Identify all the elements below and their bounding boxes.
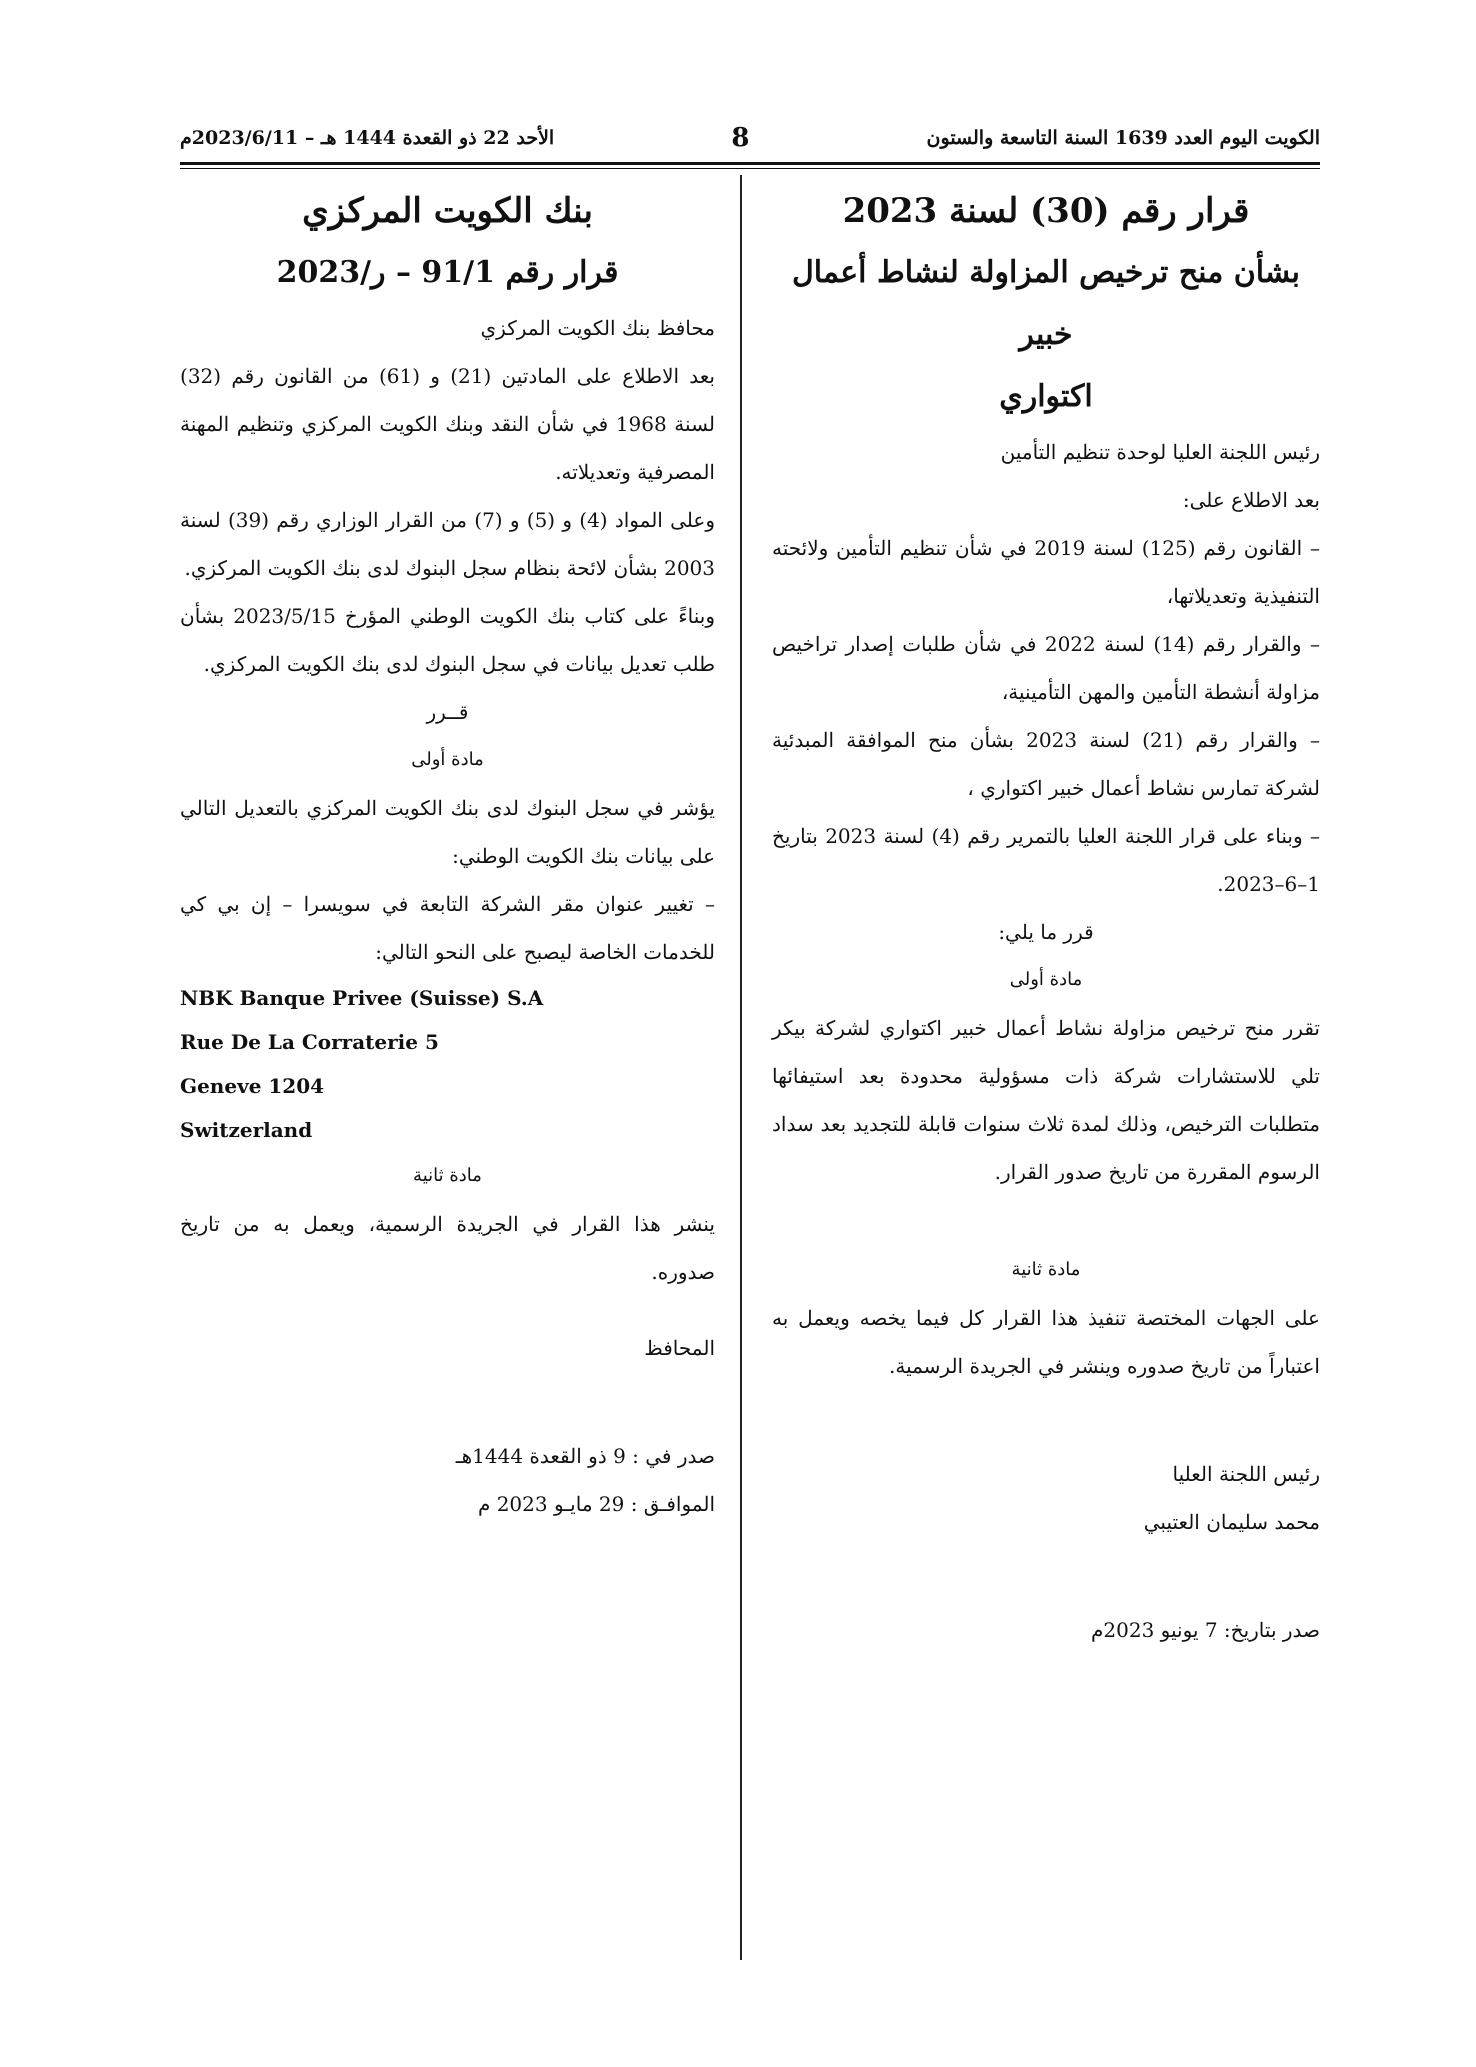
recital-item-1: – القانون رقم (125) لسنة 2019 في شأن تنظيم التأمين ولائحته التنفيذية وتعديلاتها، — [772, 536, 1320, 608]
cbk-recital-3: وبناءً على كتاب بنك الكويت الوطني المؤرخ 2023/5/15 بشأن طلب تعديل بيانات في سجل البنوك لدى بنك الكويت المركزي. — [180, 604, 716, 676]
cbk-decided-heading: قــرر — [426, 700, 469, 724]
header-issue-info: الكويت اليوم العدد 1639 السنة التاسعة والستون — [926, 127, 1320, 149]
address-block — [180, 976, 715, 1152]
header-rule-thick — [180, 162, 1320, 165]
cbk-recital-2: وعلى المواد (4) و (5) و (7) من القرار الوزاري رقم (39) لسنة 2003 بشأن لائحة بنظام سجل البنوك لدى بنك الكويت المركزي. — [180, 508, 715, 580]
cbk-article-2-title: مادة ثانية — [413, 1165, 482, 1186]
article-1-text: تقرر منح ترخيص مزاولة نشاط أعمال خبير اكتواري لشركة بيكر تلي للاستشارات شركة ذات مسؤولية محدودة بعد استيفائها متطلبات الترخيص، وذلك لمدة ثلاث سنوات قابلة للتجديد بعد سداد الرسوم المقررة من تاريخ صدور القرار. — [772, 1016, 1320, 1184]
cbk-article-1-item: – تغيير عنوان مقر الشركة التابعة في سويسرا – إن بي كي للخدمات الخاصة ليصبح على النحو التالي: — [180, 892, 715, 964]
cbk-article-1-title: مادة أولى — [411, 749, 484, 770]
cbk-signatory: المحافظ — [644, 1336, 715, 1360]
article-2-title: مادة ثانية — [1011, 1259, 1081, 1280]
recital-item-2: – والقرار رقم (14) لسنة 2022 في شأن طلبات إصدار تراخيص مزاولة أنشطة التأمين والمهن التأمينية، — [772, 632, 1320, 704]
decided-heading: قرر ما يلي: — [998, 920, 1094, 944]
cbk-issued-gregorian: الموافـق : 29 مايـو 2023 م — [477, 1492, 715, 1516]
cbk-issuer: محافظ بنك الكويت المركزي — [480, 316, 715, 340]
cbk-article-1-text: يؤشر في سجل البنوك لدى بنك الكويت المركزي بالتعديل التالي على بيانات بنك الكويت الوطني: — [180, 796, 715, 868]
page-number: 8 — [731, 123, 750, 153]
cbk-issued-hijri: صدر في : 9 ذو القعدة 1444هـ — [455, 1444, 715, 1468]
header-rule-thin — [180, 168, 1320, 169]
issuer: رئيس اللجنة العليا لوحدة تنظيم التأمين — [1000, 440, 1320, 464]
cbk-article-2-text: ينشر هذا القرار في الجريدة الرسمية، ويعمل به من تاريخ صدوره. — [180, 1212, 715, 1284]
address-line: Switzerland — [180, 1118, 313, 1142]
article-1-title: مادة أولى — [1009, 969, 1083, 990]
decision-30-subject-cont: اكتواري — [999, 379, 1093, 414]
after-review: بعد الاطلاع على: — [1182, 488, 1320, 512]
page-header — [180, 118, 1320, 158]
signatory-name: محمد سليمان العتيبي — [1143, 1510, 1320, 1534]
left-column — [180, 180, 715, 1528]
right-column — [772, 180, 1320, 1654]
cbk-recital-1: بعد الاطلاع على المادتين (21) و (61) من القانون رقم (32) لسنة 1968 في شأن النقد وبنك الكويت المركزي وتنظيم المهنة المصرفية وتعديلاته. — [180, 364, 716, 484]
column-divider — [740, 175, 742, 1960]
decision-30-subject: بشأن منح ترخيص المزاولة لنشاط أعمال خبير — [791, 255, 1301, 352]
cbk-decision-number: قرار رقم 91/1 – ر/2023 — [276, 255, 619, 290]
cbk-title: بنك الكويت المركزي — [302, 191, 593, 231]
recital-item-4: – وبناء على قرار اللجنة العليا بالتمرير رقم (4) لسنة 2023 بتاريخ 1–6–2023. — [772, 824, 1320, 896]
article-2-text: على الجهات المختصة تنفيذ هذا القرار كل فيما يخصه ويعمل به اعتباراً من تاريخ صدوره وينشر في الجريدة الرسمية. — [772, 1306, 1320, 1378]
decision-30-title: قرار رقم (30) لسنة 2023 — [842, 191, 1250, 231]
header-date: الأحد 22 ذو القعدة 1444 هـ – 2023/6/11م — [180, 127, 555, 149]
address-line: NBK Banque Privee (Suisse) S.A — [180, 986, 544, 1010]
signatory-title: رئيس اللجنة العليا — [1172, 1462, 1320, 1486]
address-line: Geneve 1204 — [180, 1074, 325, 1098]
recital-item-3: – والقرار رقم (21) لسنة 2023 بشأن منح الموافقة المبدئية لشركة تمارس نشاط أعمال خبير اكتواري ، — [772, 728, 1320, 800]
address-line: Rue De La Corraterie 5 — [180, 1030, 439, 1054]
issue-date: صدر بتاريخ: 7 يونيو 2023م — [1091, 1618, 1320, 1642]
